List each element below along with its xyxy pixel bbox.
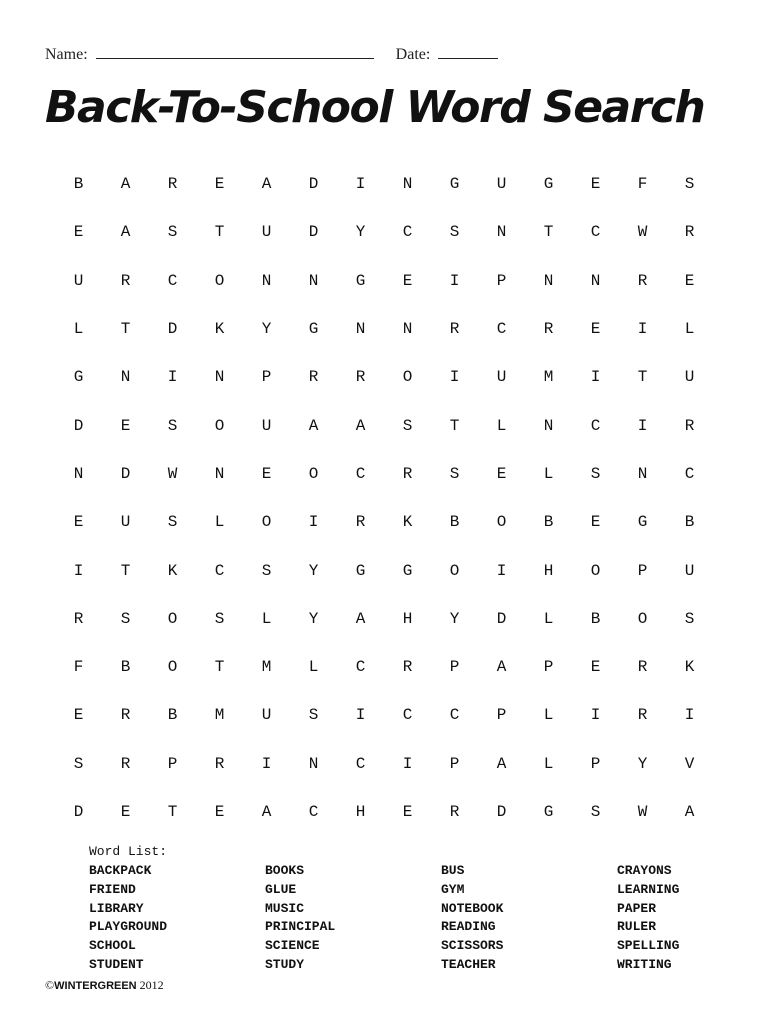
grid-letter: P (449, 754, 460, 773)
grid-letter: N (402, 320, 413, 339)
grid-letter: A (684, 803, 695, 821)
grid-letter: B (167, 706, 178, 725)
grid-letter: O (402, 368, 413, 387)
grid-letter: I (355, 706, 366, 725)
grid-letter: B (120, 658, 131, 677)
grid-letter: L (543, 609, 554, 628)
grid-letter: I (261, 754, 272, 773)
grid-letter: S (684, 609, 695, 628)
grid-letter: G (637, 513, 648, 532)
grid-letter: U (684, 561, 695, 580)
grid-letter: U (496, 368, 507, 387)
word-list-item: BACKPACK (89, 863, 152, 878)
name-date-line (45, 44, 498, 64)
grid-letter: B (590, 609, 601, 628)
grid-letter: E (120, 416, 131, 435)
copyright-symbol: © (45, 978, 55, 992)
word-list-item: STUDY (265, 956, 305, 972)
grid-letter: R (308, 368, 319, 387)
grid-letter: P (637, 561, 648, 580)
word-list-item: FRIEND (89, 881, 136, 897)
grid-letter: Y (449, 609, 460, 628)
grid-letter: I (167, 368, 178, 387)
grid-letter: R (637, 271, 648, 290)
grid-letter: C (214, 561, 225, 580)
grid-letter: O (167, 609, 178, 628)
grid-letter: D (167, 320, 178, 339)
grid-letter: D (496, 803, 507, 821)
grid-letter: G (308, 320, 319, 339)
grid-letter: C (590, 223, 601, 242)
grid-letter: E (73, 513, 84, 532)
grid-letter: V (684, 754, 695, 773)
grid-letter: I (637, 416, 648, 435)
grid-letter: R (120, 271, 131, 290)
grid-letter: R (449, 320, 460, 339)
grid-letter: P (261, 368, 272, 387)
grid-letter: L (261, 609, 272, 628)
grid-letter: R (684, 416, 695, 435)
grid-letter: P (496, 706, 507, 725)
footer (45, 978, 164, 993)
word-list-item: SCHOOL (89, 938, 136, 954)
grid-letter: K (684, 658, 695, 677)
grid-letter: C (308, 803, 319, 821)
grid-letter: C (402, 223, 413, 242)
grid-letter: U (73, 271, 84, 290)
grid-letter: R (637, 658, 648, 677)
grid-letter: I (308, 513, 319, 532)
grid-letter: L (684, 320, 695, 339)
grid-letter: D (73, 803, 84, 821)
grid-letter: G (543, 175, 554, 194)
grid-letter: G (355, 561, 366, 580)
word-list-item: READING (441, 919, 496, 935)
grid-letter: E (214, 175, 225, 194)
grid-letter: R (355, 368, 366, 387)
grid-letter: I (590, 368, 601, 387)
grid-letter: Y (637, 754, 648, 773)
grid-letter: E (590, 175, 601, 194)
grid-letter: C (355, 464, 366, 483)
grid-letter: S (449, 464, 460, 483)
grid-letter: L (73, 320, 84, 339)
word-list-item: MUSIC (265, 900, 305, 916)
grid-letter: S (214, 609, 225, 628)
grid-letter: O (308, 464, 319, 483)
grid-letter: G (73, 368, 84, 387)
grid-letter: A (496, 658, 507, 677)
word-list-item: LIBRARY (89, 900, 144, 916)
grid-letter: G (543, 803, 554, 821)
word-list-item: CRAYONS (617, 863, 672, 878)
grid-letter: O (637, 609, 648, 628)
grid-letter: I (449, 271, 460, 290)
grid-letter: N (120, 368, 131, 387)
grid-letter: O (214, 416, 225, 435)
grid-letter: R (637, 706, 648, 725)
grid-letter: R (355, 513, 366, 532)
grid-letter: W (167, 464, 178, 483)
grid-letter: N (308, 271, 319, 290)
grid-letter: W (637, 803, 648, 821)
grid-letter: S (120, 609, 131, 628)
grid-letter: D (308, 175, 319, 194)
grid-letter: E (684, 271, 695, 290)
grid-letter: R (402, 464, 413, 483)
grid-letter: C (496, 320, 507, 339)
grid-letter: F (73, 658, 84, 677)
grid-letter: S (261, 561, 272, 580)
word-list-item: PAPER (617, 900, 657, 916)
word-list (89, 862, 767, 975)
grid-letter: A (355, 609, 366, 628)
grid-letter: R (167, 175, 178, 194)
grid-letter: G (355, 271, 366, 290)
grid-letter: S (73, 754, 84, 773)
grid-letter: S (308, 706, 319, 725)
word-list-item: GLUE (265, 881, 297, 897)
grid-letter: T (449, 416, 460, 435)
word-search-grid (55, 160, 713, 836)
word-list-item: PLAYGROUND (89, 919, 168, 935)
name-blank-line (96, 44, 374, 59)
grid-letter: T (120, 561, 131, 580)
grid-letter: N (308, 754, 319, 773)
word-list-item: SCISSORS (441, 938, 504, 954)
grid-letter: S (167, 416, 178, 435)
grid-letter: T (214, 223, 225, 242)
grid-letter: E (496, 464, 507, 483)
grid-letter: W (637, 223, 648, 242)
grid-letter: N (73, 464, 84, 483)
word-list-item: BUS (441, 863, 465, 878)
grid-letter: R (543, 320, 554, 339)
word-list-item: BOOKS (265, 863, 305, 878)
grid-letter: N (261, 271, 272, 290)
grid-letter: C (355, 754, 366, 773)
grid-letter: E (73, 706, 84, 725)
grid-letter: N (214, 464, 225, 483)
grid-letter: O (214, 271, 225, 290)
word-list-item: WRITING (617, 956, 672, 972)
grid-letter: U (261, 416, 272, 435)
grid-letter: I (402, 754, 413, 773)
grid-letter: O (590, 561, 601, 580)
grid-letter: K (167, 561, 178, 580)
grid-letter: S (590, 803, 601, 821)
grid-letter: A (355, 416, 366, 435)
grid-letter: S (449, 223, 460, 242)
brand-name: WINTERGREEN (54, 980, 137, 992)
grid-letter: L (543, 464, 554, 483)
grid-letter: E (590, 513, 601, 532)
grid-letter: E (590, 320, 601, 339)
grid-letter: F (637, 175, 648, 194)
grid-letter: P (449, 658, 460, 677)
grid-letter: D (73, 416, 84, 435)
grid-letter: K (214, 320, 225, 339)
grid-letter: O (449, 561, 460, 580)
grid-letter: R (214, 754, 225, 773)
word-list-item: PRINCIPAL (265, 919, 336, 935)
grid-letter: C (167, 271, 178, 290)
grid-letter: M (261, 658, 272, 677)
grid-letter: T (214, 658, 225, 677)
grid-letter: E (590, 658, 601, 677)
grid-letter: R (402, 658, 413, 677)
grid-letter: U (684, 368, 695, 387)
word-list-item: SPELLING (617, 938, 680, 954)
grid-letter: R (684, 223, 695, 242)
grid-letter: I (684, 706, 695, 725)
grid-letter: C (684, 464, 695, 483)
grid-letter: N (496, 223, 507, 242)
grid-letter: S (590, 464, 601, 483)
grid-letter: U (120, 513, 131, 532)
grid-letter: B (73, 175, 84, 194)
grid-letter: P (496, 271, 507, 290)
grid-letter: N (214, 368, 225, 387)
grid-letter: A (120, 175, 131, 194)
grid-letter: S (684, 175, 695, 194)
date-label: Date: (395, 46, 431, 63)
grid-letter: L (308, 658, 319, 677)
grid-letter: C (449, 706, 460, 725)
grid-letter: A (308, 416, 319, 435)
grid-letter: R (73, 609, 84, 628)
grid-letter: N (543, 271, 554, 290)
word-list-item: SCIENCE (265, 938, 320, 954)
grid-letter: M (543, 368, 554, 387)
word-list-item: GYM (441, 881, 465, 897)
word-list-label: Word List: (89, 844, 168, 859)
grid-letter: B (449, 513, 460, 532)
grid-letter: E (261, 464, 272, 483)
grid-letter: I (73, 561, 84, 580)
grid-letter: O (496, 513, 507, 532)
grid-letter: A (496, 754, 507, 773)
grid-letter: U (261, 706, 272, 725)
grid-letter: E (120, 803, 131, 821)
grid-letter: R (449, 803, 460, 821)
grid-letter: R (120, 754, 131, 773)
grid-letter: U (496, 175, 507, 194)
grid-letter: S (402, 416, 413, 435)
grid-letter: A (261, 175, 272, 194)
grid-letter: S (167, 223, 178, 242)
grid-letter: D (496, 609, 507, 628)
grid-letter: C (402, 706, 413, 725)
grid-letter: R (120, 706, 131, 725)
grid-letter: M (214, 706, 225, 725)
grid-letter: C (590, 416, 601, 435)
grid-letter: L (543, 706, 554, 725)
grid-letter: E (402, 271, 413, 290)
grid-letter: T (167, 803, 178, 821)
grid-letter: I (590, 706, 601, 725)
grid-letter: N (637, 464, 648, 483)
grid-letter: H (355, 803, 366, 821)
grid-letter: L (543, 754, 554, 773)
grid-letter: Y (355, 223, 366, 242)
page-title: Back-To-School Word Search (45, 82, 705, 133)
grid-letter: I (355, 175, 366, 194)
grid-letter: D (120, 464, 131, 483)
grid-letter: H (543, 561, 554, 580)
grid-letter: E (214, 803, 225, 821)
grid-letter: B (543, 513, 554, 532)
grid-letter: O (167, 658, 178, 677)
grid-letter: C (355, 658, 366, 677)
grid-letter: N (355, 320, 366, 339)
word-list-item: STUDENT (89, 956, 144, 972)
grid-letter: S (167, 513, 178, 532)
grid-letter: D (308, 223, 319, 242)
grid-letter: P (167, 754, 178, 773)
copyright-year: 2012 (139, 978, 164, 992)
grid-letter: Y (308, 609, 319, 628)
grid-letter: N (402, 175, 413, 194)
grid-letter: H (402, 609, 413, 628)
grid-letter: U (261, 223, 272, 242)
grid-letter: G (449, 175, 460, 194)
grid-letter: N (543, 416, 554, 435)
grid-letter: P (590, 754, 601, 773)
grid-letter: I (449, 368, 460, 387)
grid-letter: N (590, 271, 601, 290)
grid-letter: A (120, 223, 131, 242)
word-list-item: RULER (617, 919, 657, 935)
grid-letter: K (402, 513, 413, 532)
name-label: Name: (45, 46, 88, 63)
grid-letter: P (543, 658, 554, 677)
grid-letter: Y (261, 320, 272, 339)
grid-letter: A (261, 803, 272, 821)
grid-letter: I (637, 320, 648, 339)
date-blank-line (438, 44, 498, 59)
grid-letter: G (402, 561, 413, 580)
grid-letter: T (120, 320, 131, 339)
grid-letter: E (73, 223, 84, 242)
grid-letter: O (261, 513, 272, 532)
grid-letter: T (637, 368, 648, 387)
grid-letter: L (496, 416, 507, 435)
grid-letter: B (684, 513, 695, 532)
grid-letter: I (496, 561, 507, 580)
grid-letter: T (543, 223, 554, 242)
word-list-item: TEACHER (441, 956, 496, 972)
grid-letter: Y (308, 561, 319, 580)
grid-letter: L (214, 513, 225, 532)
word-list-item: NOTEBOOK (441, 900, 504, 916)
grid-letter: E (402, 803, 413, 821)
word-list-item: LEARNING (617, 881, 680, 897)
